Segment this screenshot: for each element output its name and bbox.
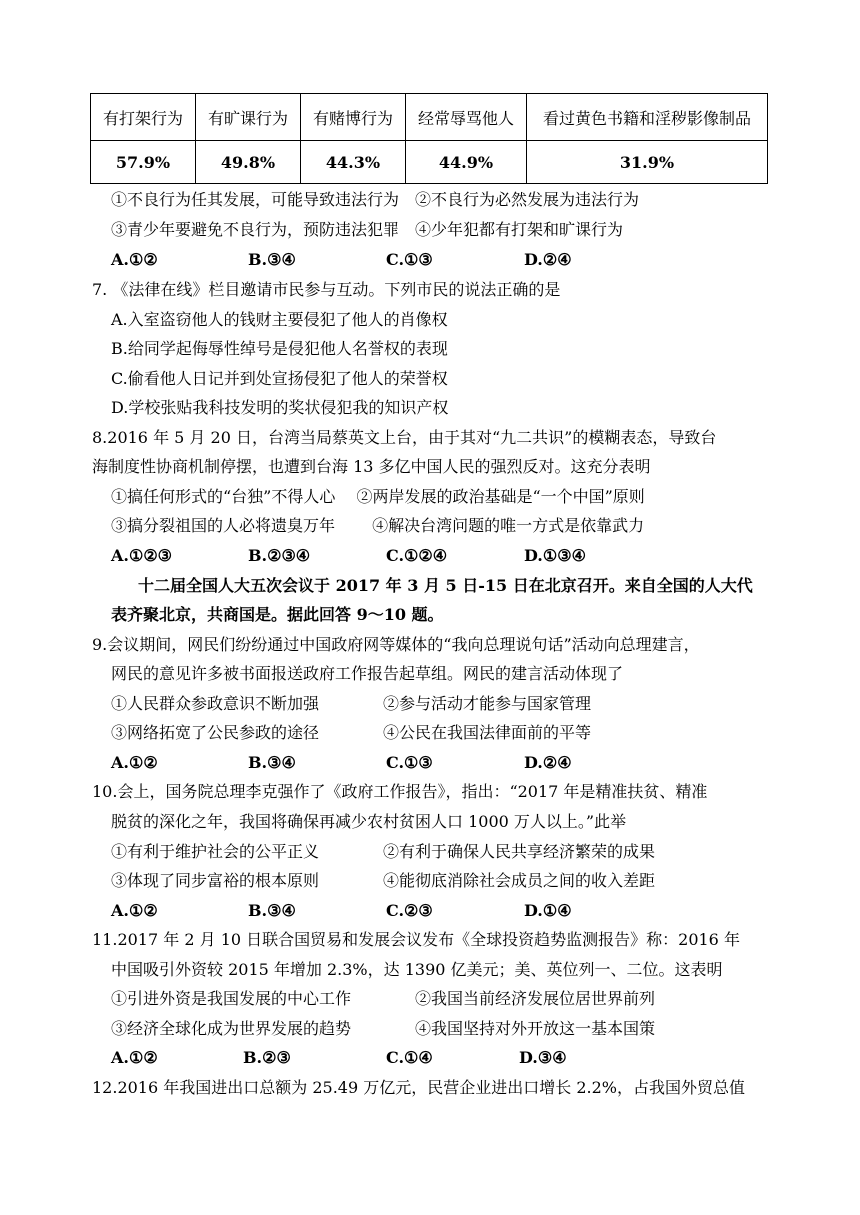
section-intro-line-1: 十二届全国人大五次会议于 2017 年 3 月 5 日-15 日在北京召开。来自全国的人大代 — [138, 576, 753, 595]
table-header-cell: 有旷课行为 — [196, 94, 301, 141]
table-header-cell: 看过黄色书籍和淫秽影像制品 — [527, 94, 768, 141]
q6-options-line-1: ①不良行为任其发展，可能导致违法行为 ②不良行为必然发展为违法行为 — [111, 190, 640, 209]
table-value-cell: 49.8% — [196, 141, 301, 184]
q7-stem: 7. 《法律在线》栏目邀请市民参与互动。下列市民的说法正确的是 — [92, 280, 561, 299]
answer-choice-a: A.①② — [111, 753, 158, 772]
q9-answer-row — [111, 753, 811, 773]
q11-answer-row — [111, 1048, 811, 1068]
q10-stem-line-1: 10.会上，国务院总理李克强作了《政府工作报告》，指出：“2017 年是精准扶贫、精准 — [92, 782, 708, 801]
q10-options-line-2: ③体现了同步富裕的根本原则 ④能彻底消除社会成员之间的收入差距 — [111, 871, 656, 890]
answer-choice-a: A.①②③ — [111, 546, 173, 565]
q11-options-line-2: ③经济全球化成为世界发展的趋势 ④我国坚持对外开放这一基本国策 — [111, 1019, 656, 1038]
section-intro-line-2: 表齐聚北京，共商国是。据此回答 9～10 题。 — [111, 605, 444, 624]
q6-answer-row — [111, 250, 811, 270]
table-header-cell: 经常辱骂他人 — [406, 94, 527, 141]
q8-answer-row — [111, 546, 811, 566]
q10-answer-row — [111, 901, 811, 921]
q8-stem-line-2: 海制度性协商机制停摆，也遭到台海 13 多亿中国人民的强烈反对。这充分表明 — [92, 457, 651, 476]
answer-choice-a: A.①② — [111, 1048, 158, 1067]
q11-stem-line-2: 中国吸引外资较 2015 年增加 2.3%，达 1390 亿美元；美、英位列一、二位。这表明 — [111, 960, 723, 979]
answer-choice-b: B.②③④ — [248, 546, 311, 565]
q11-stem-line-1: 11.2017 年 2 月 10 日联合国贸易和发展会议发布《全球投资趋势监测报告》称：2016 年 — [92, 930, 740, 949]
answer-choice-c: C.①④ — [386, 1048, 433, 1067]
table-value-cell: 57.9% — [91, 141, 196, 184]
q9-options-line-2: ③网络拓宽了公民参政的途径 ④公民在我国法律面前的平等 — [111, 723, 592, 742]
answer-choice-d: D.②④ — [524, 753, 572, 772]
survey-table — [90, 93, 768, 184]
answer-choice-d: D.①③④ — [524, 546, 586, 565]
q9-stem-line-1: 9.会议期间，网民们纷纷通过中国政府网等媒体的“我向总理说句话”活动向总理建言， — [92, 635, 700, 654]
answer-choice-c: C.①③ — [386, 753, 433, 772]
q8-stem-line-1: 8.2016 年 5 月 20 日，台湾当局蔡英文上台，由于其对“九二共识”的模糊表态，导致台 — [92, 428, 717, 447]
q6-options-line-2: ③青少年要避免不良行为，预防违法犯罪 ④少年犯都有打架和旷课行为 — [111, 220, 624, 239]
answer-choice-c: C.②③ — [386, 901, 433, 920]
answer-choice-a: A.①② — [111, 901, 158, 920]
table-value-cell: 44.9% — [406, 141, 527, 184]
table-header-row — [91, 94, 768, 141]
q9-options-line-1: ①人民群众参政意识不断加强 ②参与活动才能参与国家管理 — [111, 694, 592, 713]
q8-options-line-1: ①搞任何形式的“台独”不得人心 ②两岸发展的政治基础是“一个中国”原则 — [111, 487, 645, 506]
q10-options-line-1: ①有利于维护社会的公平正义 ②有利于确保人民共享经济繁荣的成果 — [111, 842, 656, 861]
answer-choice-d: D.①④ — [524, 901, 572, 920]
q10-stem-line-2: 脱贫的深化之年，我国将确保再减少农村贫困人口 1000 万人以上。”此举 — [111, 812, 627, 831]
q8-options-line-2: ③搞分裂祖国的人必将遗臭万年 ④解决台湾问题的唯一方式是依靠武力 — [111, 516, 645, 535]
answer-choice-c: C.①③ — [386, 250, 433, 269]
answer-choice-c: C.①②④ — [386, 546, 448, 565]
table-value-cell: 31.9% — [527, 141, 768, 184]
table-header-cell: 有打架行为 — [91, 94, 196, 141]
answer-choice-b: B.③④ — [248, 250, 296, 269]
answer-choice-b: B.③④ — [248, 901, 296, 920]
q7-option-a: A.入室盗窃他人的钱财主要侵犯了他人的肖像权 — [111, 310, 448, 329]
answer-choice-d: D.②④ — [524, 250, 572, 269]
table-value-cell: 44.3% — [301, 141, 406, 184]
q7-option-d: D.学校张贴我科技发明的奖状侵犯我的知识产权 — [111, 398, 449, 417]
answer-choice-b: B.②③ — [243, 1048, 291, 1067]
answer-choice-d: D.③④ — [519, 1048, 567, 1067]
q11-options-line-1: ①引进外资是我国发展的中心工作 ②我国当前经济发展位居世界前列 — [111, 989, 656, 1008]
answer-choice-a: A.①② — [111, 250, 158, 269]
table-header-cell: 有赌博行为 — [301, 94, 406, 141]
q12-stem-line-1: 12.2016 年我国进出口总额为 25.49 万亿元，民营企业进出口增长 2.2%，占我国外贸总值 — [92, 1078, 745, 1097]
q7-option-c: C.偷看他人日记并到处宣扬侵犯了他人的荣誉权 — [111, 369, 448, 388]
answer-choice-b: B.③④ — [248, 753, 296, 772]
q7-option-b: B.给同学起侮辱性绰号是侵犯他人名誉权的表现 — [111, 339, 448, 358]
table-value-row — [91, 141, 768, 184]
q9-stem-line-2: 网民的意见许多被书面报送政府工作报告起草组。网民的建言活动体现了 — [111, 664, 624, 683]
